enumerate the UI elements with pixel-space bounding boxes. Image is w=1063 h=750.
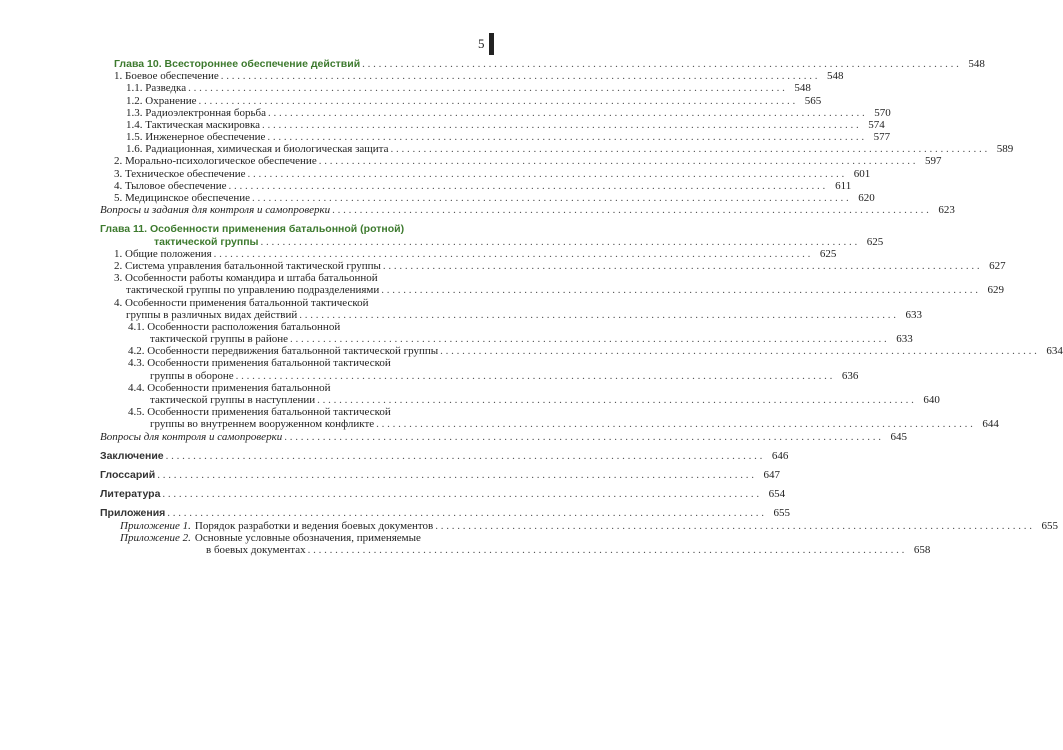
page-ref: 658: [913, 543, 931, 556]
toc-entry[interactable]: [114, 345, 1063, 358]
toc-entry-line[interactable]: [114, 321, 502, 333]
entry-title: Основные условные обозначения, применяемые: [194, 531, 421, 544]
entry-title: 3. Особенности работы командира и штаба батальонной: [114, 272, 378, 285]
page-ref: 644: [982, 418, 999, 431]
toc-glossary[interactable]: [100, 468, 780, 481]
leader-dots: [381, 284, 978, 296]
entry-title: Литература: [100, 488, 161, 501]
leader-dots: [268, 107, 865, 119]
page-ref: 625: [819, 247, 837, 260]
page-ref: 625: [866, 235, 884, 248]
toc-appendix-2[interactable]: [114, 532, 502, 544]
toc-entry[interactable]: [114, 94, 822, 107]
page-ref: 636: [841, 369, 859, 382]
page-ref: 629: [987, 284, 1005, 297]
leader-dots: [362, 58, 959, 70]
leader-dots: [236, 370, 833, 382]
leader-dots: [221, 70, 818, 82]
leader-dots: [162, 488, 759, 500]
leader-dots: [252, 192, 849, 204]
leader-dots: [319, 155, 916, 167]
entry-title: 1. Общие положения: [114, 247, 212, 260]
page-ref: 633: [896, 333, 913, 346]
leader-dots: [267, 131, 864, 143]
entry-title: 1.5. Инженерное обеспечение: [126, 131, 266, 144]
page-number: 5: [478, 36, 485, 51]
leader-dots: [188, 82, 785, 94]
page-ref: 655: [1041, 519, 1058, 532]
toc-entry-line[interactable]: [114, 272, 502, 284]
toc-entry[interactable]: [114, 284, 1005, 297]
toc-entry[interactable]: [114, 82, 811, 95]
entry-title: Глоссарий: [100, 468, 156, 481]
entry-title: 5. Медицинское обеспечение: [114, 192, 251, 205]
toc-conclusion[interactable]: [100, 449, 789, 462]
toc-entry[interactable]: [114, 179, 852, 192]
toc-appendix-1[interactable]: [114, 519, 1058, 532]
entry-title-cont: тактической группы в наступлении: [150, 394, 316, 407]
toc-questions-10[interactable]: [100, 204, 955, 217]
entry-title: 1.1. Разведка: [126, 82, 187, 95]
toc-questions-11[interactable]: [100, 430, 907, 443]
entry-title: Вопросы для контроля и самопроверки: [100, 430, 283, 443]
chapter-11-title: Глава 11. Особенности применения батальонной (ротной): [100, 223, 405, 236]
toc-entry[interactable]: [114, 167, 871, 180]
page-ref: 647: [763, 468, 780, 481]
page-ref: 548: [794, 82, 811, 95]
toc-entry-line[interactable]: [114, 382, 502, 394]
toc-entry[interactable]: [114, 118, 885, 131]
toc-entry[interactable]: [114, 143, 1014, 156]
entry-title: 4.5. Особенности применения батальонной тактической: [128, 406, 391, 419]
entry-title-cont: группы во внутреннем вооруженном конфликте: [150, 418, 375, 431]
toc-entry-line[interactable]: [114, 406, 502, 418]
entry-title: Порядок разработки и ведения боевых документов: [194, 519, 434, 532]
toc-entry[interactable]: [114, 333, 913, 346]
toc-entry[interactable]: [114, 247, 837, 260]
entry-title-cont: тактической группы по управлению подразделениями: [126, 284, 380, 297]
page-edge-bar: [489, 33, 494, 55]
leader-dots: [214, 248, 811, 260]
page-ref: 646: [771, 449, 789, 462]
page-ref: 620: [858, 192, 875, 205]
toc-chapter-10[interactable]: [114, 57, 985, 70]
page-ref: 570: [874, 106, 891, 119]
entry-title: 4.4. Особенности применения батальонной: [128, 381, 331, 394]
toc-entry-line[interactable]: [114, 358, 502, 370]
page-ref: 633: [905, 308, 922, 321]
page-ref: 577: [873, 131, 891, 144]
toc-appendices[interactable]: [100, 507, 791, 520]
entry-title-cont: группы в обороне: [150, 369, 234, 382]
toc-entry[interactable]: [114, 369, 859, 382]
leader-dots: [261, 236, 858, 248]
leader-dots: [440, 345, 1037, 357]
leader-dots: [435, 520, 1032, 532]
toc-entry[interactable]: [114, 394, 940, 407]
page-ref: 574: [868, 118, 885, 131]
toc-appendix-2-cont[interactable]: [114, 543, 931, 556]
entry-title: 1. Боевое обеспечение: [114, 70, 219, 83]
leader-dots: [199, 95, 796, 107]
chapter-10-title: Глава 10. Всестороннее обеспечение действий: [114, 57, 361, 70]
leader-dots: [290, 333, 887, 345]
leader-dots: [167, 507, 764, 519]
page-ref: 611: [835, 179, 852, 192]
entry-title: 4. Особенности применения батальонной тактической: [114, 296, 369, 309]
page-ref: 655: [773, 507, 791, 520]
entry-title: 2. Морально-психологическое обеспечение: [114, 155, 317, 168]
toc-chapter-11-line2[interactable]: [114, 235, 884, 248]
toc-entry[interactable]: [114, 106, 891, 119]
entry-title-cont: тактической группы в районе: [150, 333, 288, 346]
page-ref: 623: [938, 204, 955, 217]
page-ref: 640: [923, 394, 940, 407]
entry-title: 1.6. Радиационная, химическая и биологическая защита: [126, 143, 389, 156]
page-ref: 634: [1046, 345, 1063, 358]
toc-entry[interactable]: [114, 70, 844, 83]
entry-title: 4.1. Особенности расположения батальонной: [128, 320, 341, 333]
entry-title: 1.3. Радиоэлектронная борьба: [126, 106, 266, 119]
toc-chapter-11-line1[interactable]: [100, 223, 502, 235]
entry-title-cont: в боевых документах: [206, 543, 306, 556]
toc-entry[interactable]: [114, 308, 922, 321]
toc-entry[interactable]: [114, 155, 942, 168]
page-ref: 645: [890, 430, 907, 443]
entry-title: 4.2. Особенности передвижения батальонной тактической группы: [128, 345, 439, 358]
entry-title: 4. Тыловое обеспечение: [114, 179, 227, 192]
toc-entry-line[interactable]: [114, 297, 502, 309]
page-ref: 565: [804, 94, 822, 107]
entry-title: 1.4. Тактическая маскировка: [126, 118, 261, 131]
page-ref: 548: [968, 57, 985, 70]
leader-dots: [317, 394, 914, 406]
appendix-label: Приложение 1.: [120, 519, 191, 532]
page-ref: 654: [768, 488, 786, 501]
leader-dots: [376, 418, 973, 430]
page-ref: 589: [996, 143, 1014, 156]
chapter-11-title-cont: тактической группы: [154, 235, 259, 248]
toc-entry[interactable]: [114, 259, 1006, 272]
entry-title: Приложения: [100, 507, 166, 520]
entry-title: 3. Техническое обеспечение: [114, 167, 246, 180]
toc-literature[interactable]: [100, 488, 786, 501]
leader-dots: [248, 168, 845, 180]
leader-dots: [229, 180, 826, 192]
page-ref: 548: [827, 70, 844, 83]
page-ref: 627: [989, 259, 1006, 272]
toc-entry[interactable]: [114, 418, 999, 431]
toc-entry[interactable]: [114, 192, 875, 205]
leader-dots: [166, 450, 763, 462]
leader-dots: [157, 469, 754, 481]
table-of-contents: [100, 57, 1063, 556]
leader-dots: [332, 204, 929, 216]
leader-dots: [262, 119, 859, 131]
entry-title: Заключение: [100, 449, 164, 462]
page-ref: 597: [924, 155, 942, 168]
entry-title: 2. Система управления батальонной тактической группы: [114, 259, 381, 272]
entry-title: Вопросы и задания для контроля и самопроверки: [100, 204, 331, 217]
entry-title: 1.2. Охранение: [126, 94, 197, 107]
entry-title-cont: группы в различных видах действий: [126, 308, 298, 321]
leader-dots: [391, 143, 988, 155]
leader-dots: [299, 309, 896, 321]
entry-title: 4.3. Особенности применения батальонной тактической: [128, 357, 391, 370]
page-ref: 601: [853, 167, 871, 180]
leader-dots: [383, 260, 980, 272]
leader-dots: [284, 431, 881, 443]
toc-entry[interactable]: [114, 131, 891, 144]
appendix-label: Приложение 2.: [120, 531, 191, 544]
leader-dots: [308, 544, 905, 556]
